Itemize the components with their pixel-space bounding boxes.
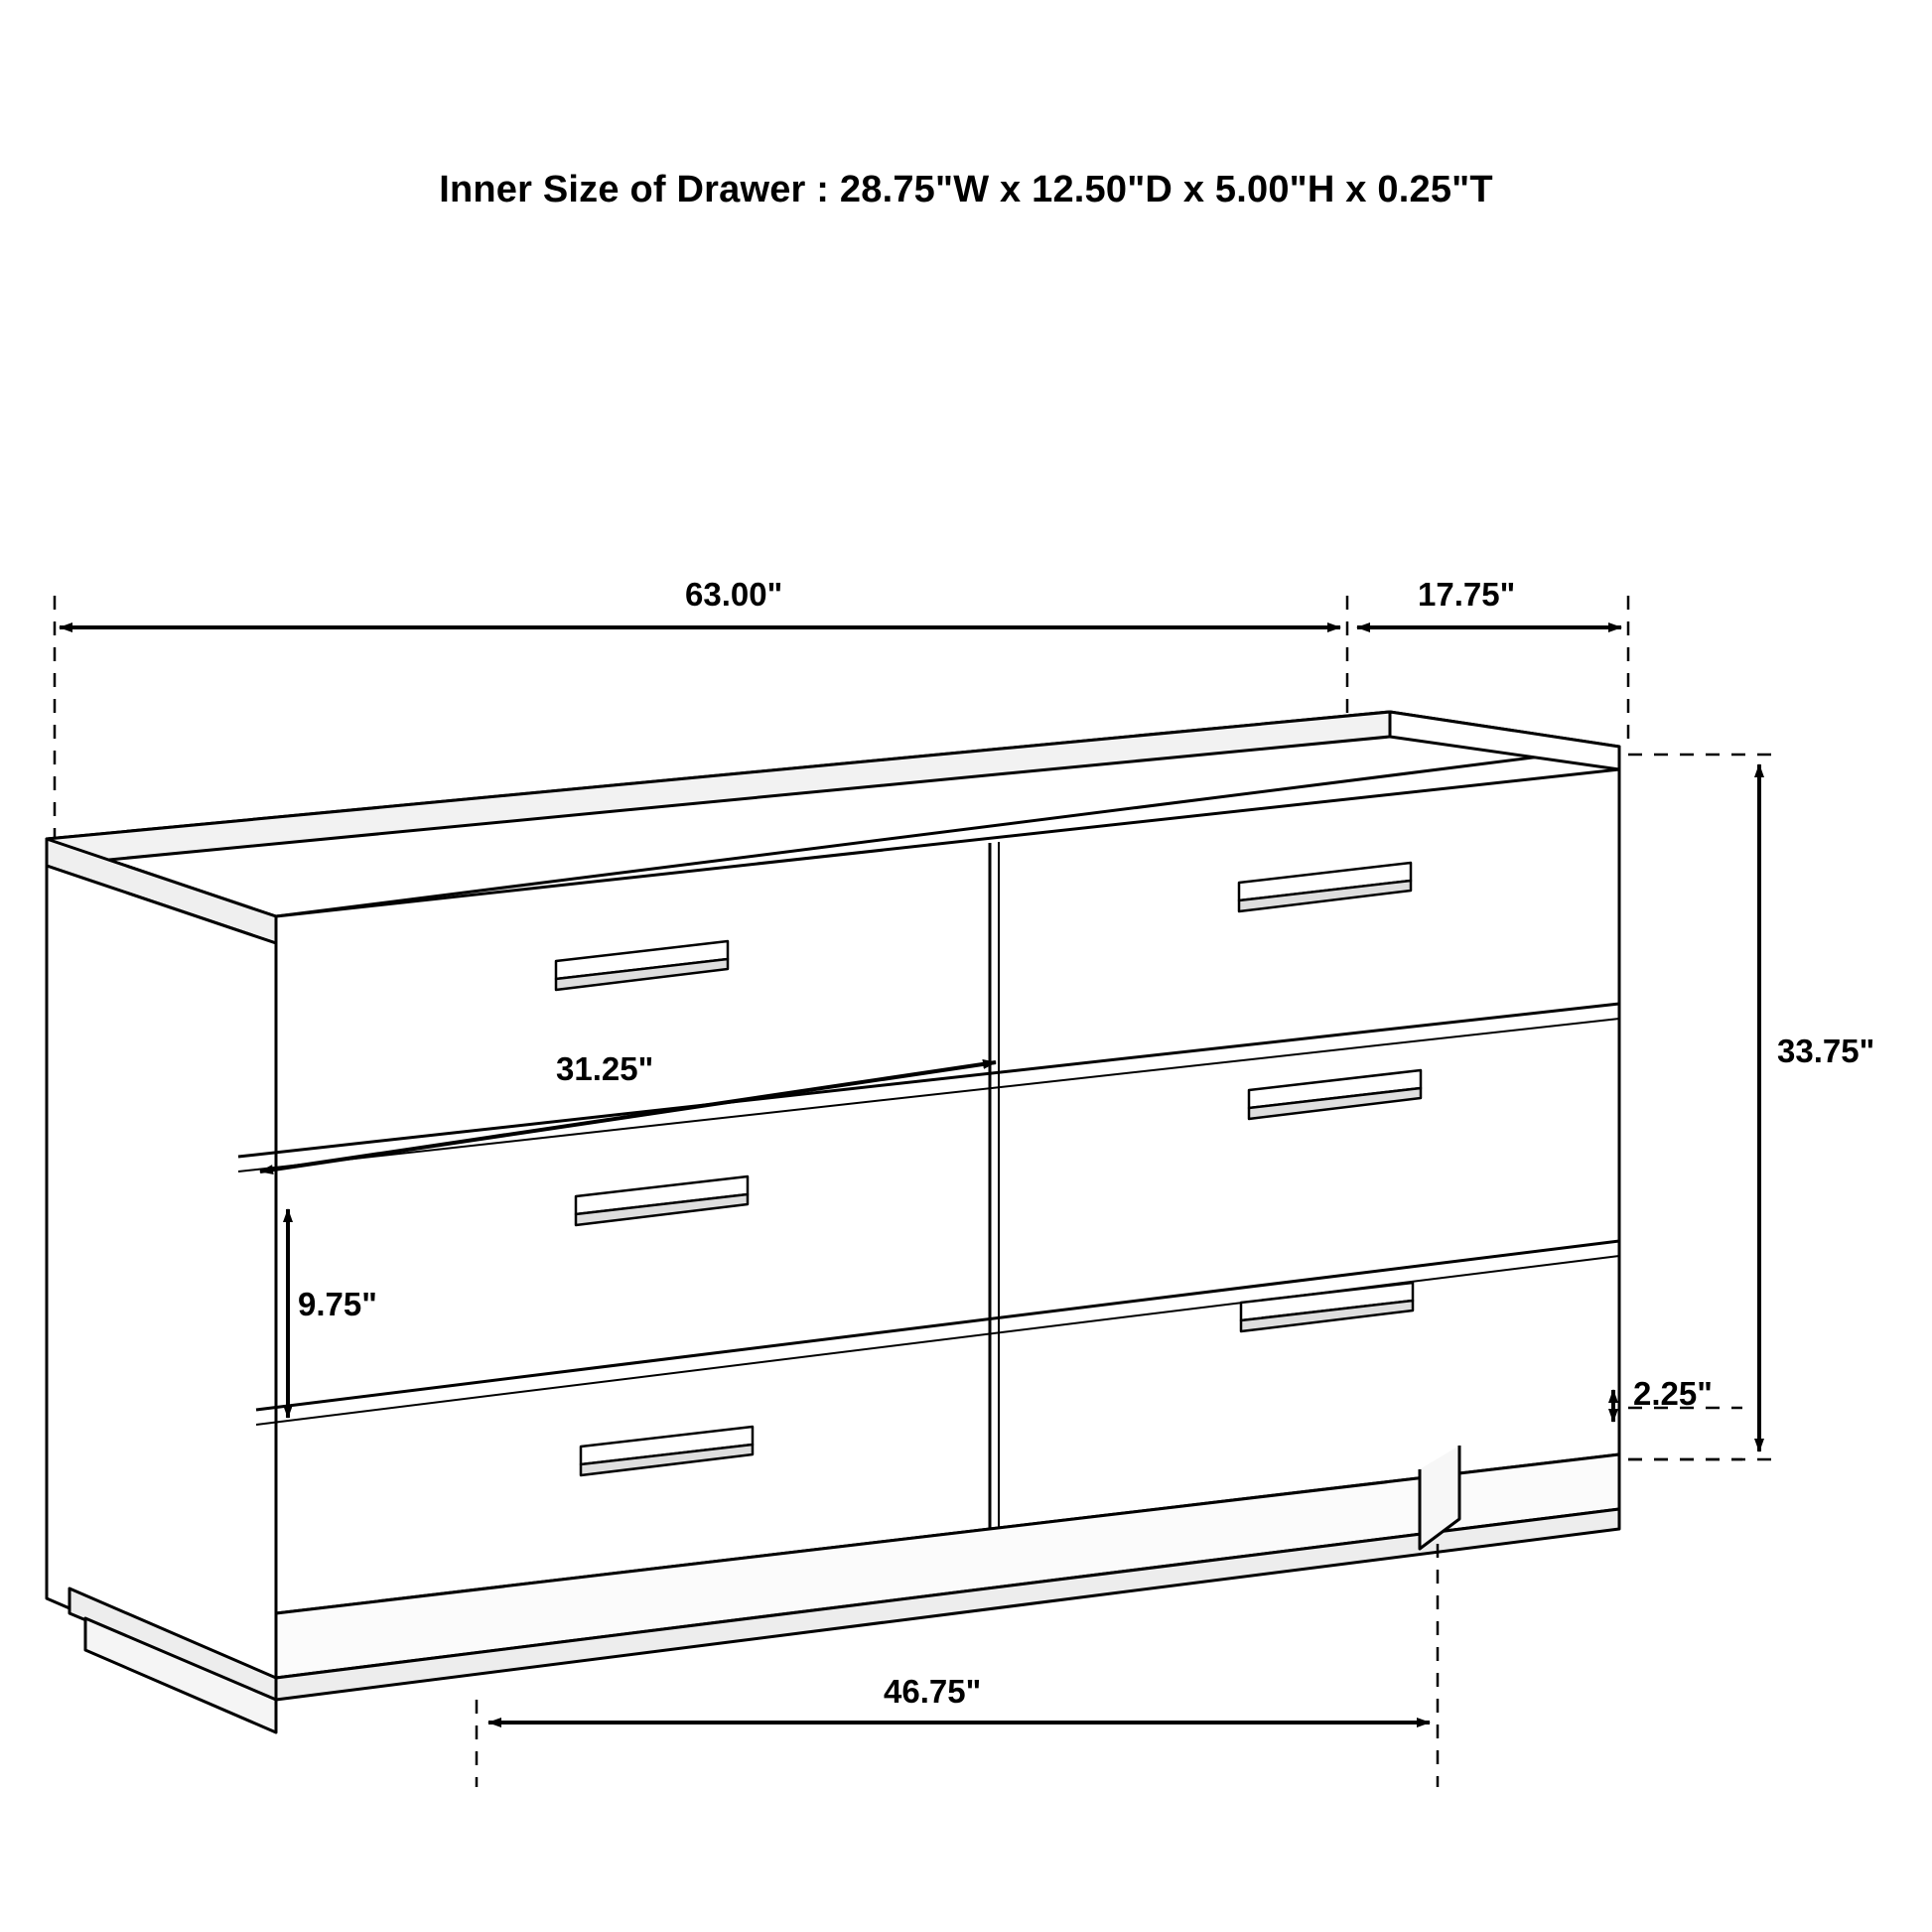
dim-label-base-clearance: 2.25" (1633, 1375, 1713, 1412)
dim-label-overall-height: 33.75" (1777, 1033, 1875, 1069)
dim-label-drawer-front-width: 31.25" (556, 1050, 654, 1087)
dim-label-plinth-width: 46.75" (884, 1673, 982, 1710)
dim-label-overall-depth: 17.75" (1418, 576, 1516, 613)
dresser-left-side-panel (47, 866, 276, 1698)
dim-label-drawer-front-height: 9.75" (298, 1286, 377, 1322)
dim-label-overall-width: 63.00" (685, 576, 783, 613)
diagram-title: Inner Size of Drawer : 28.75"W x 12.50"D x 5.00"H x 0.25"T (439, 169, 1493, 210)
